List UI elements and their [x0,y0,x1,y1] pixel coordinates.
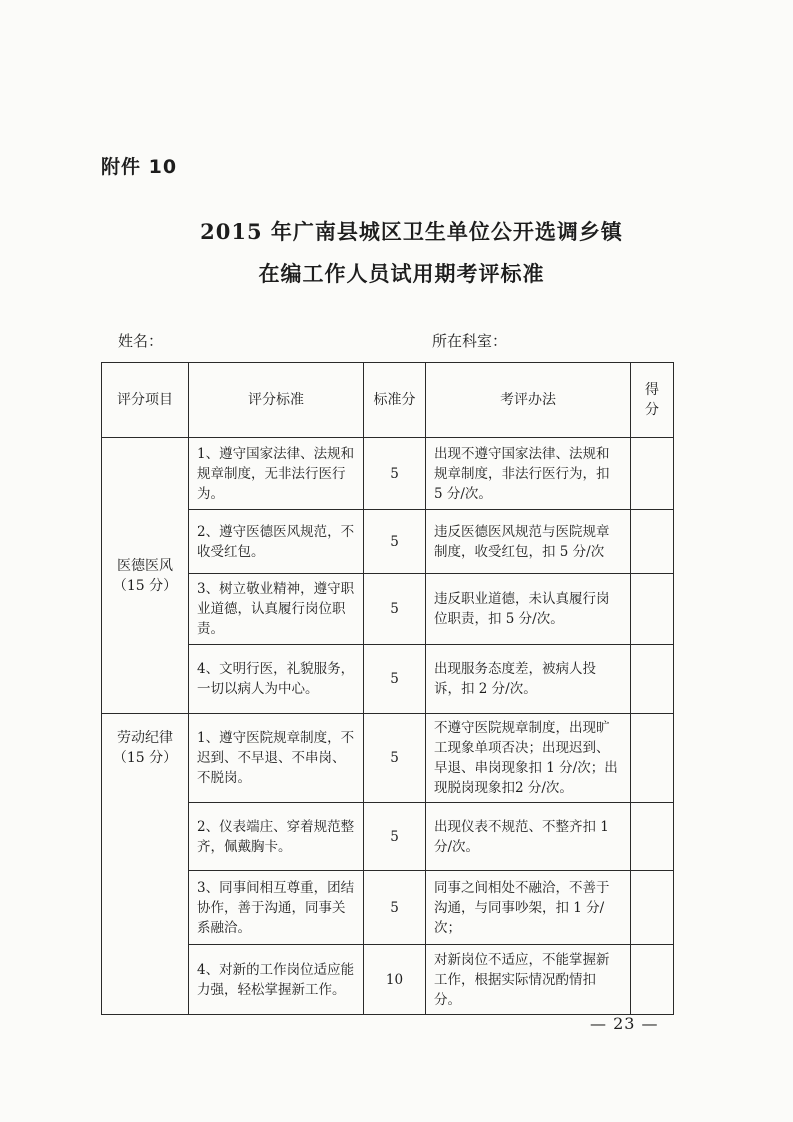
table-row [102,438,674,510]
page-number: — 23 — [590,1014,659,1033]
header-project: 评分项目 [102,363,189,438]
method-cell: 出现仪表不规范、不整齐扣 1 分/次。 [426,803,631,871]
result-cell[interactable] [631,803,674,871]
score-cell: 10 [364,945,426,1015]
standard-cell: 2、遵守医德医风规范，不收受红包。 [189,510,364,574]
result-cell[interactable] [631,945,674,1015]
attachment-label: 附件 10 [101,156,178,178]
score-cell: 5 [364,438,426,510]
category-cell-ethics: 医德医风（15 分） [102,438,189,714]
result-cell[interactable] [631,714,674,803]
method-cell: 对新岗位不适应，不能掌握新工作，根据实际情况酌情扣分。 [426,945,631,1015]
score-cell: 5 [364,510,426,574]
score-cell: 5 [364,803,426,871]
result-cell[interactable] [631,645,674,714]
result-cell[interactable] [631,871,674,945]
score-cell: 5 [364,714,426,803]
evaluation-table [101,362,674,1015]
header-result: 得分 [631,363,674,438]
standard-cell: 4、文明行医，礼貌服务，一切以病人为中心。 [189,645,364,714]
category-cell-discipline: 劳动纪律（15 分） [102,714,189,1015]
standard-cell: 2、仪表端庄、穿着规范整齐，佩戴胸卡。 [189,803,364,871]
method-cell: 出现服务态度差，被病人投诉，扣 2 分/次。 [426,645,631,714]
method-cell: 同事之间相处不融洽，不善于沟通，与同事吵架，扣 1 分/次； [426,871,631,945]
header-method: 考评办法 [426,363,631,438]
result-cell[interactable] [631,438,674,510]
table-row [102,714,674,803]
method-cell: 出现不遵守国家法律、法规和规章制度，非法行医行为，扣 5 分/次。 [426,438,631,510]
document-title-line-1: 2015 年广南县城区卫生单位公开选调乡镇 [200,219,623,244]
method-cell: 不遵守医院规章制度，出现旷工现象单项否决；出现迟到、早退、串岗现象扣 1 分/次；出现脱岗现象扣2 分/次。 [426,714,631,803]
result-cell[interactable] [631,510,674,574]
department-field-label: 所在科室： [432,332,508,350]
standard-cell: 3、同事间相互尊重，团结协作，善于沟通，同事关系融洽。 [189,871,364,945]
score-cell: 5 [364,574,426,645]
method-cell: 违反职业道德，未认真履行岗位职责，扣 5 分/次。 [426,574,631,645]
score-cell: 5 [364,645,426,714]
standard-cell: 1、遵守医院规章制度，不迟到、不早退、不串岗、不脱岗。 [189,714,364,803]
table-header-row [102,363,674,438]
score-cell: 5 [364,871,426,945]
result-cell[interactable] [631,574,674,645]
header-score: 标准分 [364,363,426,438]
method-cell: 违反医德医风规范与医院规章制度，收受红包，扣 5 分/次 [426,510,631,574]
standard-cell: 3、树立敬业精神，遵守职业道德，认真履行岗位职责。 [189,574,364,645]
standard-cell: 4、对新的工作岗位适应能力强，轻松掌握新工作。 [189,945,364,1015]
document-title-line-2: 在编工作人员试用期考评标准 [258,261,545,286]
standard-cell: 1、遵守国家法律、法规和规章制度，无非法行医行为。 [189,438,364,510]
name-field-label: 姓名： [118,332,164,350]
header-standard: 评分标准 [189,363,364,438]
